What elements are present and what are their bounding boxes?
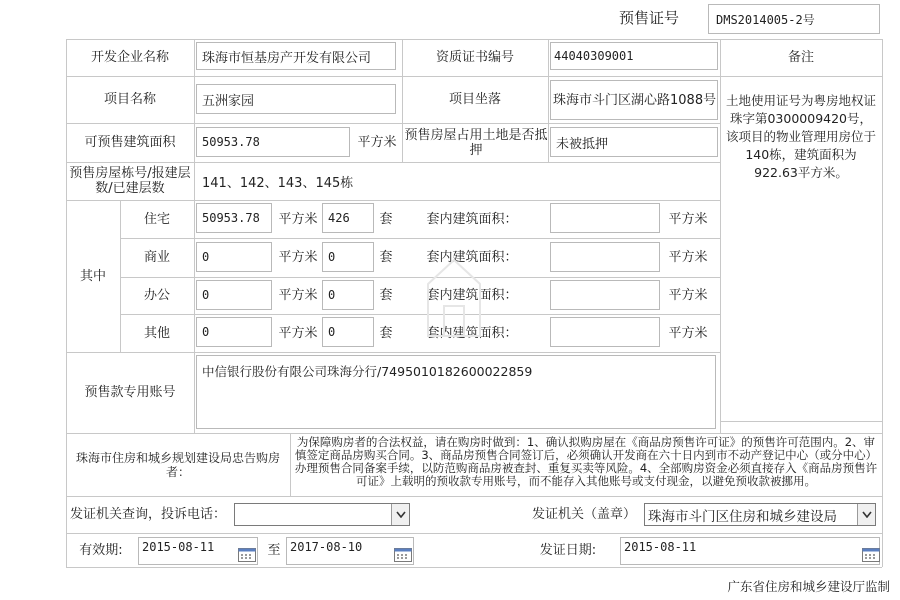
calendar-icon[interactable] bbox=[394, 548, 412, 562]
project-name-value: 五洲家园 bbox=[202, 93, 255, 109]
usage-type-label: 其他 bbox=[143, 325, 170, 341]
watermark-logo bbox=[408, 244, 500, 354]
usage-area-value: 0 bbox=[202, 325, 210, 339]
inner-area-value bbox=[552, 242, 556, 272]
inner-area-field bbox=[550, 317, 660, 347]
usage-count-unit: 套 bbox=[379, 288, 393, 303]
developer-value: 珠海市恒基房产开发有限公司 bbox=[202, 50, 372, 66]
project-name-label: 项目名称 bbox=[103, 92, 156, 107]
inner-area-label: 套内建筑面积： bbox=[426, 211, 518, 227]
permit-no-label: 预售证号 bbox=[618, 8, 679, 27]
usage-area-value: 50953.78 bbox=[202, 211, 260, 225]
developer-label: 开发企业名称 bbox=[90, 50, 169, 65]
end-date-value: 2017-08-10 bbox=[290, 540, 363, 554]
inner-area-unit: 平方米 bbox=[668, 325, 708, 341]
usage-count-unit: 套 bbox=[379, 211, 393, 227]
office-select[interactable] bbox=[644, 503, 876, 526]
remark-label: 备注 bbox=[787, 50, 814, 65]
location-value: 珠海市斗门区湖心路1088号 bbox=[553, 92, 717, 108]
inner-area-value bbox=[552, 317, 556, 347]
phone-select[interactable] bbox=[234, 503, 410, 526]
inner-area-unit: 平方米 bbox=[668, 250, 708, 265]
usage-count-value: 0 bbox=[328, 250, 336, 264]
usage-type-label: 办公 bbox=[143, 288, 170, 303]
presale-area-label: 可预售建筑面积 bbox=[84, 135, 176, 150]
office-select-value: 珠海市斗门区住房和城乡建设局 bbox=[648, 508, 837, 525]
inner-area-field bbox=[550, 203, 660, 233]
start-date-value: 2015-08-11 bbox=[142, 540, 215, 554]
calendar-icon[interactable] bbox=[862, 548, 880, 562]
remark-text: 土地使用证号为粤房地权证珠字第0300009420号，该项目的物业管理用房位于140栋，建筑面积为922.63平方米。 bbox=[726, 93, 877, 180]
usage-area-value: 0 bbox=[202, 250, 210, 264]
calendar-icon[interactable] bbox=[238, 548, 256, 562]
inner-area-field bbox=[550, 280, 660, 310]
inner-area-value bbox=[552, 280, 556, 310]
footer-supervisor: 广东省住房和城乡建设厅监制 bbox=[727, 578, 890, 594]
usage-area-unit: 平方米 bbox=[278, 211, 318, 227]
account-label: 预售款专用账号 bbox=[84, 385, 176, 400]
query-label: 发证机关查询，投诉电话： bbox=[69, 507, 226, 522]
issue-date-value: 2015-08-11 bbox=[624, 540, 697, 554]
usage-count-unit: 套 bbox=[379, 250, 393, 265]
usage-area-value: 0 bbox=[202, 288, 210, 302]
mortgage-label: 预售房屋占用土地是否抵押 bbox=[404, 127, 548, 158]
account-value: 中信银行股份有限公司珠海分行/7495010182600022859 bbox=[202, 364, 533, 379]
chevron-down-icon[interactable] bbox=[857, 504, 875, 525]
permit-no-value: DMS2014005-2号 bbox=[716, 12, 815, 27]
usage-type-label: 住宅 bbox=[143, 211, 170, 227]
usage-count-value: 0 bbox=[328, 325, 336, 339]
issue-date-label: 发证日期: bbox=[539, 542, 597, 558]
usage-count-unit: 套 bbox=[379, 325, 393, 341]
qualification-value: 44040309001 bbox=[554, 49, 634, 63]
inner-area-label: 套内建筑面积： bbox=[426, 250, 518, 265]
qualification-label: 资质证书编号 bbox=[435, 50, 514, 65]
usage-area-unit: 平方米 bbox=[278, 288, 318, 303]
inner-area-label: 套内建筑面积： bbox=[426, 325, 518, 341]
breakdown-group-label: 其中 bbox=[79, 268, 106, 284]
usage-count-value: 0 bbox=[328, 288, 336, 302]
notice-label: 珠海市住房和城乡规划建设局忠告购房者： bbox=[75, 450, 280, 479]
inner-area-value bbox=[552, 203, 556, 233]
usage-area-unit: 平方米 bbox=[278, 325, 318, 341]
location-label: 项目坐落 bbox=[448, 92, 501, 107]
inner-area-field bbox=[550, 242, 660, 272]
office-label: 发证机关（盖章） bbox=[531, 507, 636, 522]
building-label: 预售房屋栋号/报建层数/已建层数 bbox=[69, 166, 191, 196]
building-value: 141、142、143、145栋 bbox=[202, 175, 354, 191]
inner-area-label: 套内建筑面积： bbox=[426, 288, 518, 303]
presale-area-unit: 平方米 bbox=[357, 135, 397, 150]
usage-area-unit: 平方米 bbox=[278, 250, 318, 265]
inner-area-unit: 平方米 bbox=[668, 211, 708, 227]
date-range-separator: 至 bbox=[267, 542, 281, 558]
validity-label: 有效期: bbox=[79, 542, 123, 558]
mortgage-value: 未被抵押 bbox=[556, 136, 609, 152]
usage-count-value: 426 bbox=[328, 211, 350, 225]
usage-type-label: 商业 bbox=[143, 250, 170, 265]
inner-area-unit: 平方米 bbox=[668, 288, 708, 303]
chevron-down-icon[interactable] bbox=[391, 504, 409, 525]
notice-text: 为保障购房者的合法权益，请在购房时做到：1、确认拟购房屋在《商品房预售许可证》的预售许可范围内。2、审慎签定商品房购买合同。3、商品房预售合同签订后，必须确认开发商在六十日内到市不动产登记中心（或分中心）办理预售合同备案手续，以防范购商品房被查封、重复买卖等风险。4、全部购房资金必须直接存入《商品房预售许可证》上载明的预收款专用账号，而不能存入其他账号或支付现金，以避免预收款被挪用。 bbox=[294, 435, 878, 488]
presale-area-value: 50953.78 bbox=[202, 135, 260, 149]
